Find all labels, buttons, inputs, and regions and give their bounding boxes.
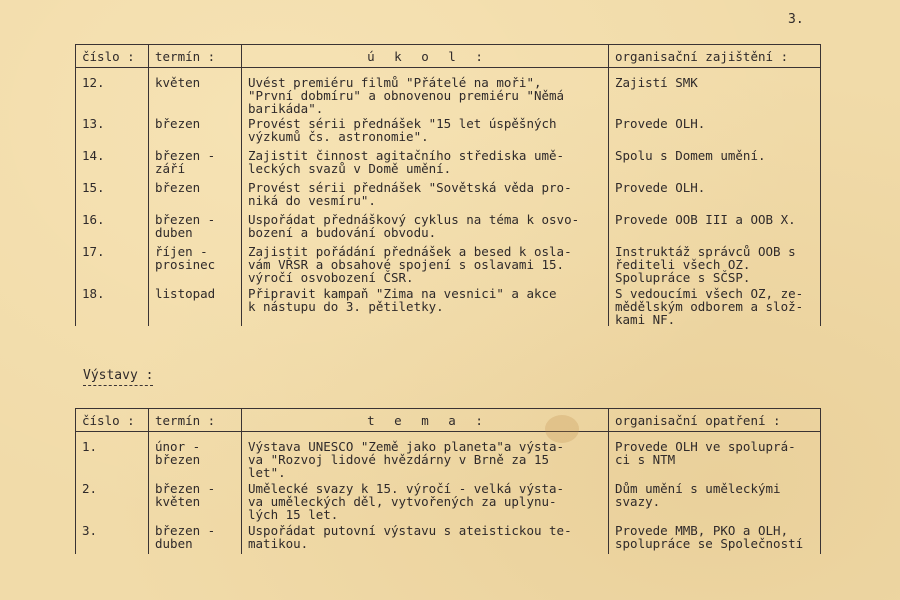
row-task: Umělecké svazy k 15. výročí - velká výsta- va uměleckých děl, vytvořených za uplynu- lých 15 let.	[242, 482, 609, 524]
table-row	[76, 524, 821, 554]
spacer-cell	[609, 432, 821, 441]
row-number: 14.	[76, 149, 149, 181]
header-term: termín :	[149, 409, 242, 432]
row-number: 17.	[76, 245, 149, 287]
row-term: březen - duben	[149, 524, 242, 554]
row-term: březen - září	[149, 149, 242, 181]
row-task: Provést sérii přednášek "Sovětská věda pro- niká do vesmíru".	[242, 181, 609, 213]
header-task: ú k o l :	[242, 45, 609, 68]
row-number: 12.	[76, 76, 149, 117]
row-organisation: Provede OLH ve spoluprá- ci s NTM	[609, 440, 821, 482]
table-row	[76, 440, 821, 482]
table-row	[76, 482, 821, 524]
row-term: únor - březen	[149, 440, 242, 482]
table-row	[76, 287, 821, 326]
header-number: číslo :	[76, 409, 149, 432]
row-task: Uspořádat přednáškový cyklus na téma k osvo- bození a budování obvodu.	[242, 213, 609, 245]
tasks-table	[75, 44, 821, 326]
header-measures: organisační opatření :	[609, 409, 821, 432]
table-row	[76, 245, 821, 287]
row-organisation: Provede OOB III a OOB X.	[609, 213, 821, 245]
row-task: Výstava UNESCO "Země jako planeta"a výsta- va "Rozvoj lidové hvězdárny v Brně za 15 let".	[242, 440, 609, 482]
spacer-cell	[76, 432, 149, 441]
row-number: 2.	[76, 482, 149, 524]
header-theme: t e m a :	[242, 409, 609, 432]
row-task: Zajistit pořádání přednášek a besed k osla- vám VŘSR a obsahové spojení s oslavami 15. výročí osvobození ČSR.	[242, 245, 609, 287]
row-term: listopad	[149, 287, 242, 326]
spacer-cell	[242, 68, 609, 77]
row-term: březen	[149, 117, 242, 149]
paper-stain	[545, 415, 579, 443]
row-task: Uvést premiéru filmů "Přátelé na moři", "První dobmíru" a obnovenou premiéru "Němá barikáda".	[242, 76, 609, 117]
page-number: 3.	[788, 12, 804, 27]
row-organisation: Provede OLH.	[609, 117, 821, 149]
table-row	[76, 76, 821, 117]
row-task: Uspořádat putovní výstavu s ateistickou te- matikou.	[242, 524, 609, 554]
row-term: březen	[149, 181, 242, 213]
header-number: číslo :	[76, 45, 149, 68]
row-organisation: Instruktáž správců OOB s řediteli všech OZ. Spolupráce s SČSP.	[609, 245, 821, 287]
exhibitions-table	[75, 408, 821, 554]
table-header-row	[76, 45, 821, 68]
header-organisation: organisační zajištění :	[609, 45, 821, 68]
row-term: květen	[149, 76, 242, 117]
row-term: říjen - prosinec	[149, 245, 242, 287]
table-row	[76, 117, 821, 149]
table-row	[76, 213, 821, 245]
row-number: 18.	[76, 287, 149, 326]
row-term: březen - květen	[149, 482, 242, 524]
row-number: 15.	[76, 181, 149, 213]
row-task: Zajistit činnost agitačního střediska umě- leckých svazů v Domě umění.	[242, 149, 609, 181]
table-spacer-row	[76, 68, 821, 77]
header-term: termín :	[149, 45, 242, 68]
row-number: 1.	[76, 440, 149, 482]
row-number: 3.	[76, 524, 149, 554]
row-organisation: S vedoucími všech OZ, ze- mědělským odborem a slož- kami NF.	[609, 287, 821, 326]
table-row	[76, 149, 821, 181]
row-organisation: Spolu s Domem umění.	[609, 149, 821, 181]
table-row	[76, 181, 821, 213]
spacer-cell	[76, 68, 149, 77]
spacer-cell	[609, 68, 821, 77]
row-organisation: Zajistí SMK	[609, 76, 821, 117]
row-task: Provést sérii přednášek "15 let úspěšných výzkumů čs. astronomie".	[242, 117, 609, 149]
spacer-cell	[149, 432, 242, 441]
row-organisation: Provede OLH.	[609, 181, 821, 213]
row-organisation: Dům umění s uměleckými svazy.	[609, 482, 821, 524]
row-number: 13.	[76, 117, 149, 149]
table-header-row	[76, 409, 821, 432]
row-term: březen - duben	[149, 213, 242, 245]
spacer-cell	[149, 68, 242, 77]
section-title: Výstavy :	[83, 368, 154, 383]
row-number: 16.	[76, 213, 149, 245]
table-spacer-row	[76, 432, 821, 441]
row-task: Připravit kampaň "Zima na vesnici" a akce k nástupu do 3. pětiletky.	[242, 287, 609, 326]
row-organisation: Provede MMB, PKO a OLH, spolupráce se Společností	[609, 524, 821, 554]
